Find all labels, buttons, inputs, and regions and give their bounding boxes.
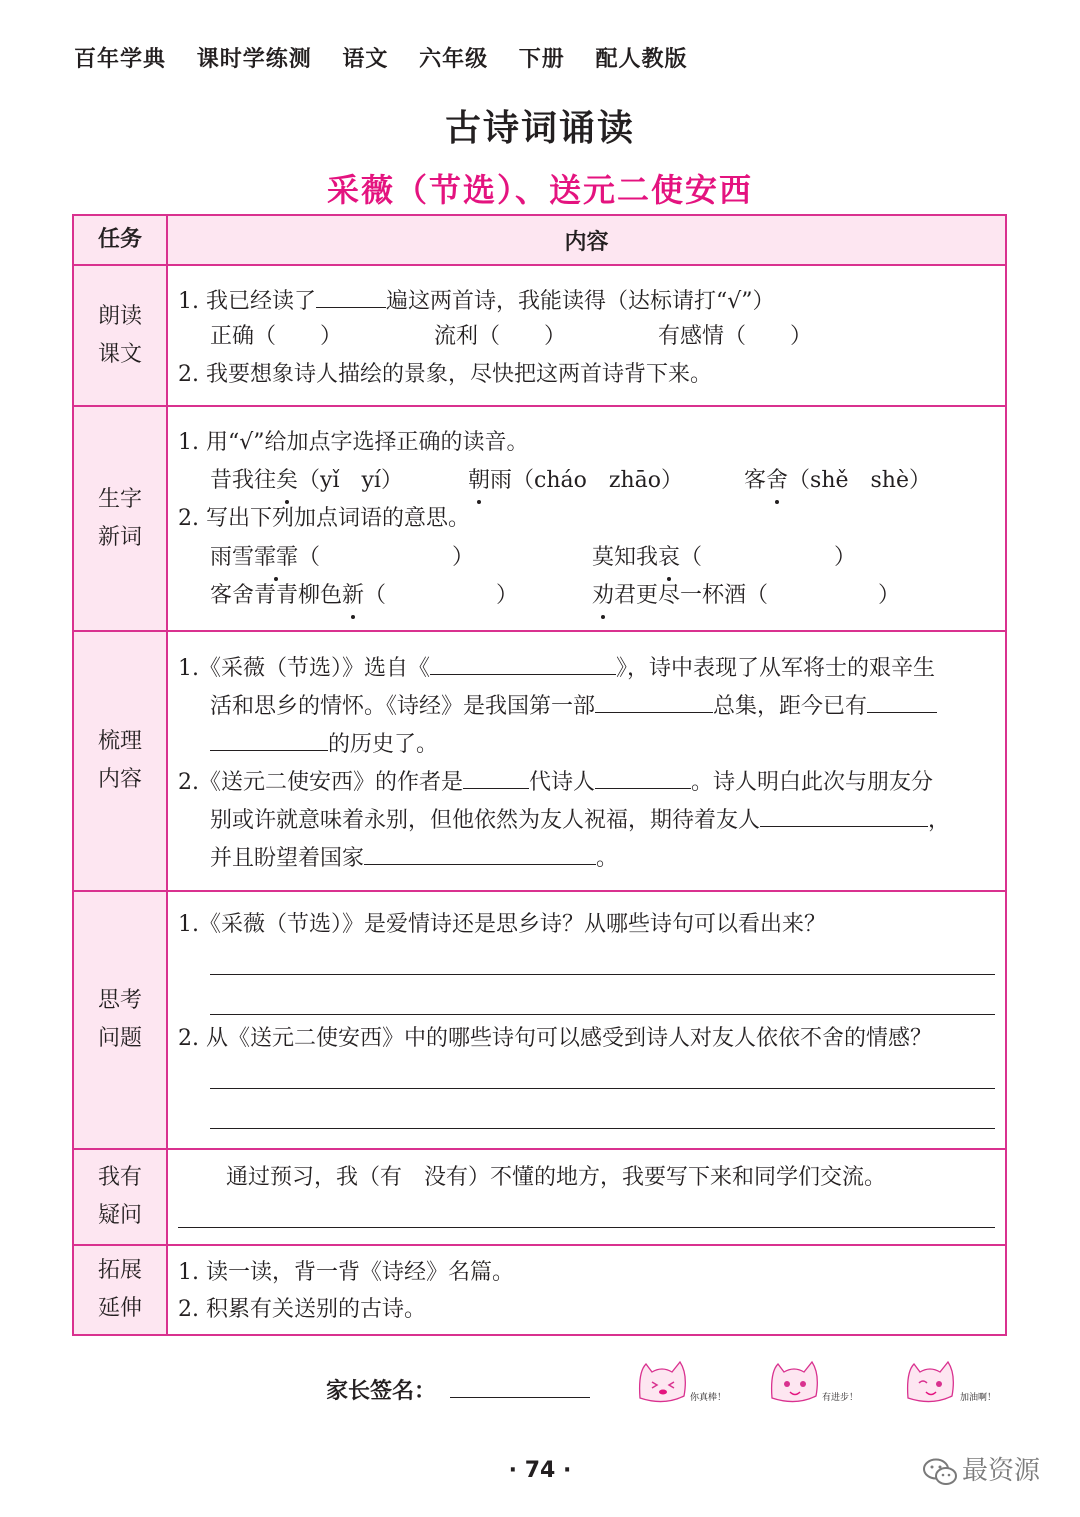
table-row bbox=[74, 892, 1005, 1150]
table-row: 梳理内容 1.《采薇（节选）》选自《 》，诗中表现了从军将士的艰辛生 活和思乡的情怀。《诗经》是我国第一部 总集，距今已有 的历史了。 2.《送元二使安西》的作者是 代诗人 。诗人明白此次与朋友分 别或许就意味着永别，但他依然为友人祝福，期待着友人 ， 并且盼望着国家 。 bbox=[74, 632, 1005, 892]
header-edition: 配人教版 bbox=[595, 47, 688, 72]
cat-icon bbox=[630, 1350, 740, 1410]
question-1: 1.《采薇（节选）》是爱情诗还是思乡诗？从哪些诗句可以看出来？ bbox=[178, 912, 826, 937]
sticker-good-job[interactable] bbox=[630, 1350, 740, 1414]
wechat-icon bbox=[922, 1457, 958, 1487]
page-title: 古诗词诵读 bbox=[444, 108, 635, 149]
svg-text:加油啊！: 加油啊！ bbox=[960, 1393, 997, 1403]
parent-signature bbox=[326, 1374, 590, 1405]
meaning-blank-2[interactable]: 莫知我哀（ ） bbox=[592, 543, 856, 573]
doubt-answer-line[interactable] bbox=[178, 1227, 995, 1228]
check-fluent[interactable]: 流利（ ） bbox=[434, 324, 567, 349]
answer-line-1b[interactable] bbox=[210, 1014, 995, 1015]
sticker-keep-going[interactable] bbox=[898, 1350, 1013, 1414]
question-2: 2. 从《送元二使安西》中的哪些诗句可以感受到诗人对友人依依不舍的情感？ bbox=[178, 1026, 932, 1051]
meaning-blank-4[interactable]: 劝君更尽一杯酒（ ） bbox=[592, 581, 900, 611]
table-header-row bbox=[74, 216, 1005, 266]
header-volume: 下册 bbox=[518, 47, 565, 72]
header-subject: 语文 bbox=[342, 47, 389, 72]
row-label-summary: 梳理内容 bbox=[97, 729, 142, 792]
pinyin-choice-1[interactable]: 昔我往矣（yǐ yí） bbox=[210, 466, 403, 496]
source-blank[interactable] bbox=[430, 652, 616, 675]
pinyin-choice-2[interactable]: 朝雨（cháo zhāo） bbox=[468, 466, 683, 496]
book-header bbox=[74, 42, 709, 73]
sticker-progress[interactable] bbox=[762, 1350, 872, 1414]
row-label-questions: 思考问题 bbox=[97, 988, 142, 1051]
meaning-blank-3[interactable]: 客舍青青柳色新（ ） bbox=[210, 581, 518, 611]
check-expressive[interactable]: 有感情（ ） bbox=[658, 324, 813, 349]
col-content-header: 内容 bbox=[564, 229, 609, 255]
cat-icon bbox=[762, 1350, 872, 1410]
dynasty-blank[interactable] bbox=[463, 766, 529, 789]
row-label-extension: 拓展延伸 bbox=[97, 1258, 142, 1321]
row-label-vocab: 生字新词 bbox=[97, 486, 142, 550]
signature-blank[interactable] bbox=[450, 1375, 590, 1398]
header-book: 课时学练测 bbox=[196, 47, 312, 72]
country-blank[interactable] bbox=[364, 842, 596, 865]
table-row: 生字新词 1. 用“√”给加点字选择正确的读音。 昔我往矣（yǐ yí） 朝雨（cháo zhāo） 客舍（shě shè） 2. 写出下列加点词语的意思。 雨雪霏霏（ ） 莫知我哀（ ） 客舍青青柳色新（ ） 劝君更尽一杯酒（ ） bbox=[74, 407, 1005, 632]
table-row: 朗读课文 1. 我已经读了 遍这两首诗，我能读得（达标请打“√”） 正确（ ） 流利（ ） 有感情（ ） 2. 我要想象诗人描绘的景象，尽快把这两首诗背下来。 bbox=[74, 266, 1005, 407]
check-correct[interactable]: 正确（ ） bbox=[210, 324, 343, 349]
signature-label: 家长签名： bbox=[326, 1379, 437, 1404]
answer-line-2b[interactable] bbox=[210, 1128, 995, 1129]
table-row: 我有疑问 通过预习，我（有 没有）不懂的地方，我要写下来和同学们交流。 bbox=[74, 1150, 1005, 1246]
task-table bbox=[72, 214, 1007, 1336]
history-blank-b[interactable] bbox=[210, 728, 328, 751]
page-number: · 74 · bbox=[508, 1458, 572, 1483]
row-label-reading: 朗读课文 bbox=[97, 303, 142, 367]
wish-blank[interactable] bbox=[760, 804, 928, 827]
watermark-text: 最资源 bbox=[962, 1456, 1041, 1486]
history-blank-a[interactable] bbox=[867, 690, 937, 713]
read-times-blank[interactable] bbox=[316, 285, 386, 308]
row-label-doubts: 我有疑问 bbox=[97, 1165, 142, 1228]
meaning-blank-1[interactable]: 雨雪霏霏（ ） bbox=[210, 543, 474, 573]
poet-blank[interactable] bbox=[595, 766, 691, 789]
pinyin-choice-3[interactable]: 客舍（shě shè） bbox=[744, 466, 931, 496]
header-series: 百年学典 bbox=[74, 47, 167, 72]
collection-type-blank[interactable] bbox=[595, 690, 713, 713]
answer-line-1a[interactable] bbox=[210, 974, 995, 975]
table-row: 拓展延伸 1. 读一读，背一背《诗经》名篇。 2. 积累有关送别的古诗。 bbox=[74, 1246, 1005, 1334]
lesson-title: 采薇（节选）、送元二使安西 bbox=[326, 171, 753, 209]
cat-icon bbox=[898, 1350, 1013, 1410]
col-task-header: 任务 bbox=[74, 216, 168, 264]
answer-line-2a[interactable] bbox=[210, 1088, 995, 1089]
svg-text:你真棒！: 你真棒！ bbox=[690, 1393, 727, 1403]
svg-text:有进步！: 有进步！ bbox=[822, 1393, 859, 1403]
header-grade: 六年级 bbox=[419, 47, 489, 72]
watermark bbox=[922, 1450, 1040, 1487]
